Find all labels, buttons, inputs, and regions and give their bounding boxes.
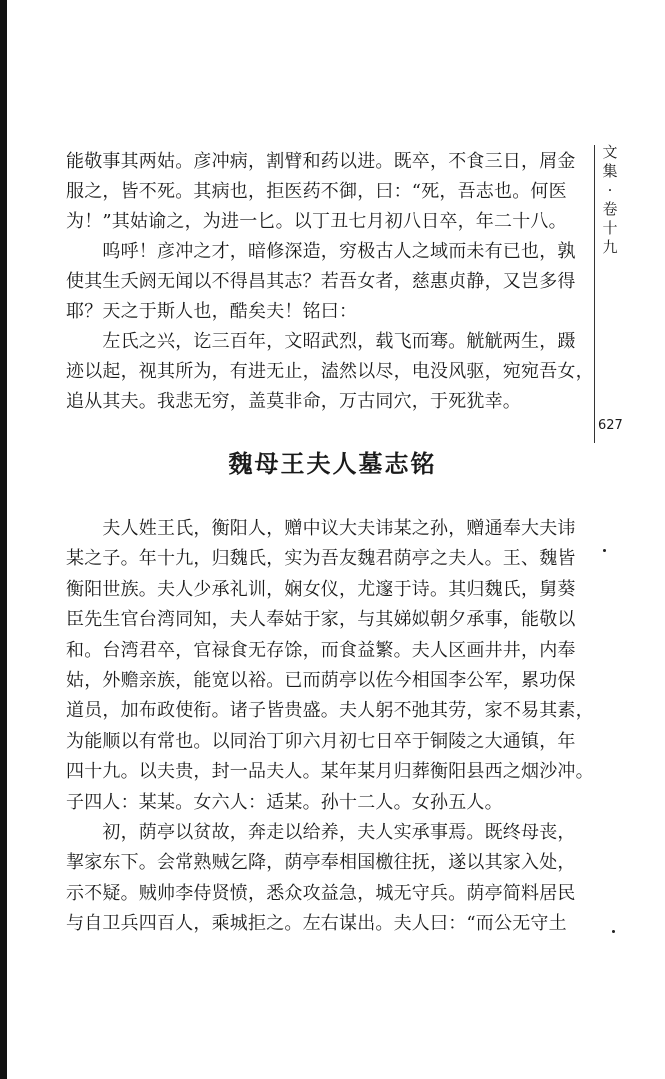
text-line: 子四人：某某。女六人：适某。孙十二人。女孙五人。: [66, 791, 503, 813]
article-title: 魏母王夫人墓志铭: [228, 450, 437, 478]
text-line: 为！”其姑谕之，为进一匕。以丁丑七月初八日卒，年二十八。: [66, 211, 567, 232]
scan-speck: [612, 930, 615, 933]
text-line: 挈家东下。会常熟贼乞降，荫亭奉相国檄往抚，遂以其家入处，: [66, 852, 576, 874]
text-line: 初，荫亭以贫故，奔走以给养，夫人实承事焉。既终母丧，: [66, 821, 576, 843]
text-line: 某之子。年十九，归魏氏，实为吾友魏君荫亭之夫人。王、魏皆: [66, 548, 576, 570]
continued-text: [66, 147, 594, 417]
running-head-char: 集: [602, 162, 618, 180]
running-head: [600, 143, 620, 257]
text-line: 示不疑。贼帅李侍贤愤，悉众攻益急，城无守兵。荫亭简料居民: [66, 882, 576, 904]
margin-divider: [594, 145, 595, 443]
text-line: 道员，加布政使衔。诸子皆贵盛。夫人躬不弛其劳，家不易其素，: [66, 700, 594, 722]
running-head-char: ·: [607, 181, 613, 199]
running-head-char: 九: [602, 238, 618, 256]
text-line: 使其生夭阏无闻以不得昌其志？若吾女者，慈惠贞静，又岂多得: [66, 271, 576, 292]
text-line: 与自卫兵四百人，乘城拒之。左右谋出。夫人曰：“而公无守土: [66, 913, 567, 935]
text-line: 和。台湾君卒，官禄食无存馀，而食益繁。夫人区画井井，内奉: [66, 639, 576, 661]
text-line: 衡阳世族。夫人少承礼训，娴女仪，尤邃于诗。其归魏氏，舅葵: [66, 578, 576, 600]
text-line: 呜呼！彦冲之才，暗修深造，穷极古人之域而未有已也，孰: [66, 241, 576, 262]
text-line: 追从其夫。我悲无穷，盖莫非命，万古同穴，于死犹幸。: [66, 391, 521, 412]
running-head-char: 文: [602, 143, 618, 161]
page-edge-shadow: [0, 0, 7, 1079]
text-line: 夫人姓王氏，衡阳人，赠中议大夫讳某之孙，赠通奉大夫讳: [66, 518, 576, 539]
text-line: 耶？天之于斯人也，酷矣夫！铭曰：: [66, 301, 358, 322]
article-body: [66, 514, 594, 939]
text-line: 服之，皆不死。其病也，拒医药不御，曰：“死，吾志也。何医: [66, 181, 567, 202]
text-line: 迹以起，视其所为，有进无止，溘然以尽，电没风驱，宛宛吾女，: [66, 361, 594, 382]
text-line: 姑，外赡亲族，能宽以裕。已而荫亭以佐今相国李公军，累功保: [66, 669, 576, 691]
running-head-char: 卷: [602, 200, 618, 218]
text-line: 为能顺以有常也。以同治丁卯六月初七日卒于铜陵之大通镇，年: [66, 730, 576, 752]
text-line: 能敬事其两姑。彦冲病，割臂和药以进。既卒，不食三日，屑金: [66, 151, 576, 172]
page-number: 627: [598, 418, 623, 433]
scan-speck: [603, 549, 606, 552]
running-head-char: 十: [602, 219, 618, 237]
text-line: 四十九。以夫贵，封一品夫人。某年某月归葬衡阳县西之烟沙冲。: [66, 761, 594, 783]
text-line: 臣先生官台湾同知，夫人奉姑于家，与其娣姒朝夕承事，能敬以: [66, 609, 576, 631]
text-line: 左氏之兴，讫三百年，文昭武烈，载飞而骞。觥觥两生，蹑: [66, 331, 576, 352]
